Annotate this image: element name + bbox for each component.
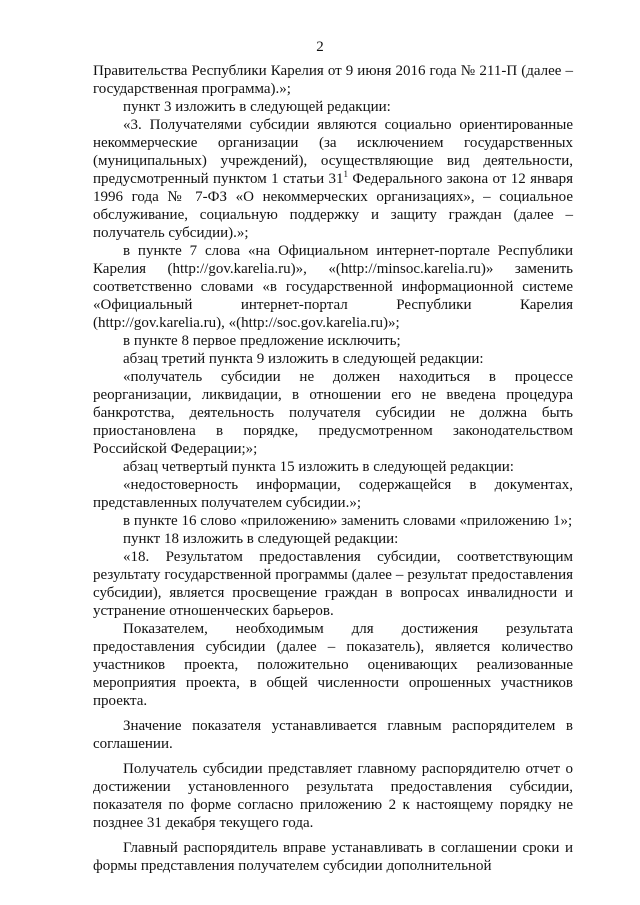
paragraph-14: Значение показателя устанавливается главным распорядителем в соглашении. xyxy=(93,718,573,752)
paragraph-1: Правительства Республики Карелия от 9 июня 2016 года № 211-П (далее – государственная программа).»; xyxy=(93,63,573,97)
paragraph-12: «18. Результатом предоставления субсидии, соответствующим результату государственной программы (далее – результат предоставления субсидии), является просвещение граждан в вопросах инвалидности и устранение отношенческих барьеров. xyxy=(93,549,573,619)
paragraph-13: Показателем, необходимым для достижения результата предоставления субсидии (далее – показатель), является количество участников проекта, положительно оценивающих реализованные мероприятия проекта, в общей численности опрошенных участников проекта. xyxy=(93,621,573,709)
paragraph-6: абзац третий пункта 9 изложить в следующей редакции: xyxy=(123,351,484,367)
paragraph-11: пункт 18 изложить в следующей редакции: xyxy=(123,531,399,547)
document-body xyxy=(93,62,573,875)
paragraph-7: «получатель субсидии не должен находиться в процессе реорганизации, ликвидации, в отношении его не введена процедура банкротства, деятельность получателя субсидии не должна быть приостановлена в порядке, предусмотренном законодательством Российской Федерации;»; xyxy=(93,369,573,457)
superscript-footnote: 1 xyxy=(343,169,348,179)
page-number: 2 xyxy=(316,39,324,55)
paragraph-3-text: «3. Получателями субсидии являются социально ориентированные некоммерческие организации (за исключением государственных (муниципальных) учреждений), осуществляющие вид деятельности, предусмотренный пунктом 1 статьи 31 xyxy=(93,117,573,187)
paragraph-2: пункт 3 изложить в следующей редакции: xyxy=(123,99,391,115)
paragraph-4: в пункте 7 слова «на Официальном интернет-портале Республики Карелия (http://gov.karelia.ru)», «(http://minsoc.karelia.ru)» заменить соответственно словами «в государственной информационной системе «Официальный интернет-портал Республики Карелия (http://gov.karelia.ru), «(http://soc.gov.karelia.ru)»; xyxy=(93,243,573,331)
paragraph-15: Получатель субсидии представляет главному распорядителю отчет о достижении установленного результата предоставления субсидии, показателя по форме согласно приложению 2 к настоящему порядку не позднее 31 декабря текущего года. xyxy=(93,761,573,831)
paragraph-9: «недостоверность информации, содержащейся в документах, представленных получателем субсидии.»; xyxy=(93,477,573,511)
paragraph-5: в пункте 8 первое предложение исключить; xyxy=(123,333,401,349)
paragraph-3 xyxy=(93,116,573,242)
paragraph-16: Главный распорядитель вправе устанавливать в соглашении сроки и формы представления получателем субсидии дополнительной xyxy=(93,840,573,874)
paragraph-10: в пункте 16 слово «приложению» заменить словами «приложению 1»; xyxy=(123,513,573,529)
paragraph-8: абзац четвертый пункта 15 изложить в следующей редакции: xyxy=(123,459,514,475)
paragraph-3-tail: Федерального закона от 12 января 1996 года № 7-ФЗ «О некоммерческих организациях», – социальное обслуживание, социальную поддержку и защиту граждан (далее – получатель субсидии).»; xyxy=(93,171,573,241)
